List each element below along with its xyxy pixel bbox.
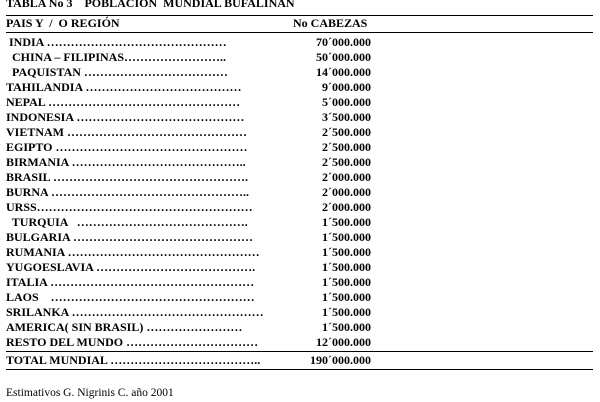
- row-country: RESTO DEL MUNDO ……………………………: [6, 335, 259, 349]
- table-row: [6, 230, 593, 245]
- row-country: BIRMANIA ……………………………………..: [6, 155, 246, 169]
- row-country: BURNA …………………………………………..: [6, 185, 250, 199]
- table-row: [6, 335, 593, 350]
- row-value: 1´500.000: [322, 275, 371, 289]
- total-row: [6, 353, 593, 368]
- row-country: PAQUISTAN ………………………………: [6, 65, 228, 79]
- row-value: 2´500.000: [322, 155, 371, 169]
- table-header: [6, 16, 593, 30]
- table-row: [6, 185, 593, 200]
- row-value: 3´500.000: [322, 110, 371, 124]
- row-value: 1´500.000: [322, 230, 371, 244]
- row-country: RUMANIA …………………………………………: [6, 245, 260, 259]
- table-row: [6, 320, 593, 335]
- row-country: NEPAL …………………………………………: [6, 95, 241, 109]
- table-row: [6, 80, 593, 95]
- row-value: 2´000.000: [322, 185, 371, 199]
- row-country: INDONESIA ……………………………………: [6, 110, 245, 124]
- row-value: 2´500.000: [322, 140, 371, 154]
- row-value: 12´000.000: [316, 335, 371, 349]
- row-country: VIETNAM ………………………………………: [6, 125, 248, 139]
- row-country: AMERICA( SIN BRASIL) ……………………: [6, 320, 243, 334]
- total-bottom-rule: [6, 369, 593, 370]
- row-country: BRASIL ………………………………………….: [6, 170, 249, 184]
- total-label: TOTAL MUNDIAL ………………………………..: [6, 353, 261, 367]
- row-value: 1´500.000: [322, 290, 371, 304]
- table-row: [6, 50, 593, 65]
- row-value: 1´500.000: [322, 215, 371, 229]
- table-row: [6, 215, 593, 230]
- table-row: [6, 170, 593, 185]
- table-row: [6, 35, 593, 50]
- row-value: 9´000.000: [322, 80, 371, 94]
- table-body: [6, 35, 593, 350]
- table-row: [6, 275, 593, 290]
- table-row: [6, 305, 593, 320]
- row-value: 14´000.000: [316, 65, 371, 79]
- total-value: 190´000.000: [310, 353, 371, 367]
- row-country: LAOS ……………………………………………: [6, 290, 255, 304]
- row-country: ITALIA ……………………………………………: [6, 275, 255, 289]
- row-value: 1´500.000: [322, 320, 371, 334]
- header-bottom-rule: [6, 32, 593, 33]
- table-row: [6, 110, 593, 125]
- row-value: 1´500.000: [322, 305, 371, 319]
- row-country: URSS………………………………………………: [6, 200, 253, 214]
- row-value: 1´500.000: [322, 245, 371, 259]
- row-value: 5´000.000: [322, 95, 371, 109]
- table-row: [6, 290, 593, 305]
- row-country: YUGOESLAVIA ………………………………….: [6, 260, 256, 274]
- header-heads: No CABEZAS: [293, 16, 368, 30]
- table-row: [6, 65, 593, 80]
- row-value: 2´000.000: [322, 170, 371, 184]
- table-row: [6, 140, 593, 155]
- table-title: TABLA No 3 POBLACION MUNDIAL BUFALINAN: [6, 0, 295, 10]
- row-country: INDIA ………………………………………: [6, 35, 227, 49]
- table-row: [6, 200, 593, 215]
- row-country: TURQUIA …………………………………….: [6, 215, 248, 229]
- total-top-rule: [6, 351, 593, 352]
- row-country: TAHILANDIA …………………………………: [6, 80, 242, 94]
- table-row: [6, 95, 593, 110]
- table-row: [6, 260, 593, 275]
- row-country: EGIPTO …………………………………………: [6, 140, 248, 154]
- table-row: [6, 155, 593, 170]
- row-value: 2´000.000: [322, 200, 371, 214]
- row-value: 1´500.000: [322, 260, 371, 274]
- row-country: CHINA – FILIPINAS……………………..: [6, 50, 227, 64]
- row-value: 70´000.000: [316, 35, 371, 49]
- table-row: [6, 245, 593, 260]
- source-note: Estimativos G. Nigrinis C. año 2001: [6, 387, 174, 399]
- row-country: BULGARIA ………………………………………: [6, 230, 254, 244]
- row-country: SRILANKA …………………………………………: [6, 305, 264, 319]
- row-value: 50´000.000: [316, 50, 371, 64]
- table-row: [6, 125, 593, 140]
- header-country: PAIS Y / O REGIÓN: [6, 16, 120, 30]
- row-value: 2´500.000: [322, 125, 371, 139]
